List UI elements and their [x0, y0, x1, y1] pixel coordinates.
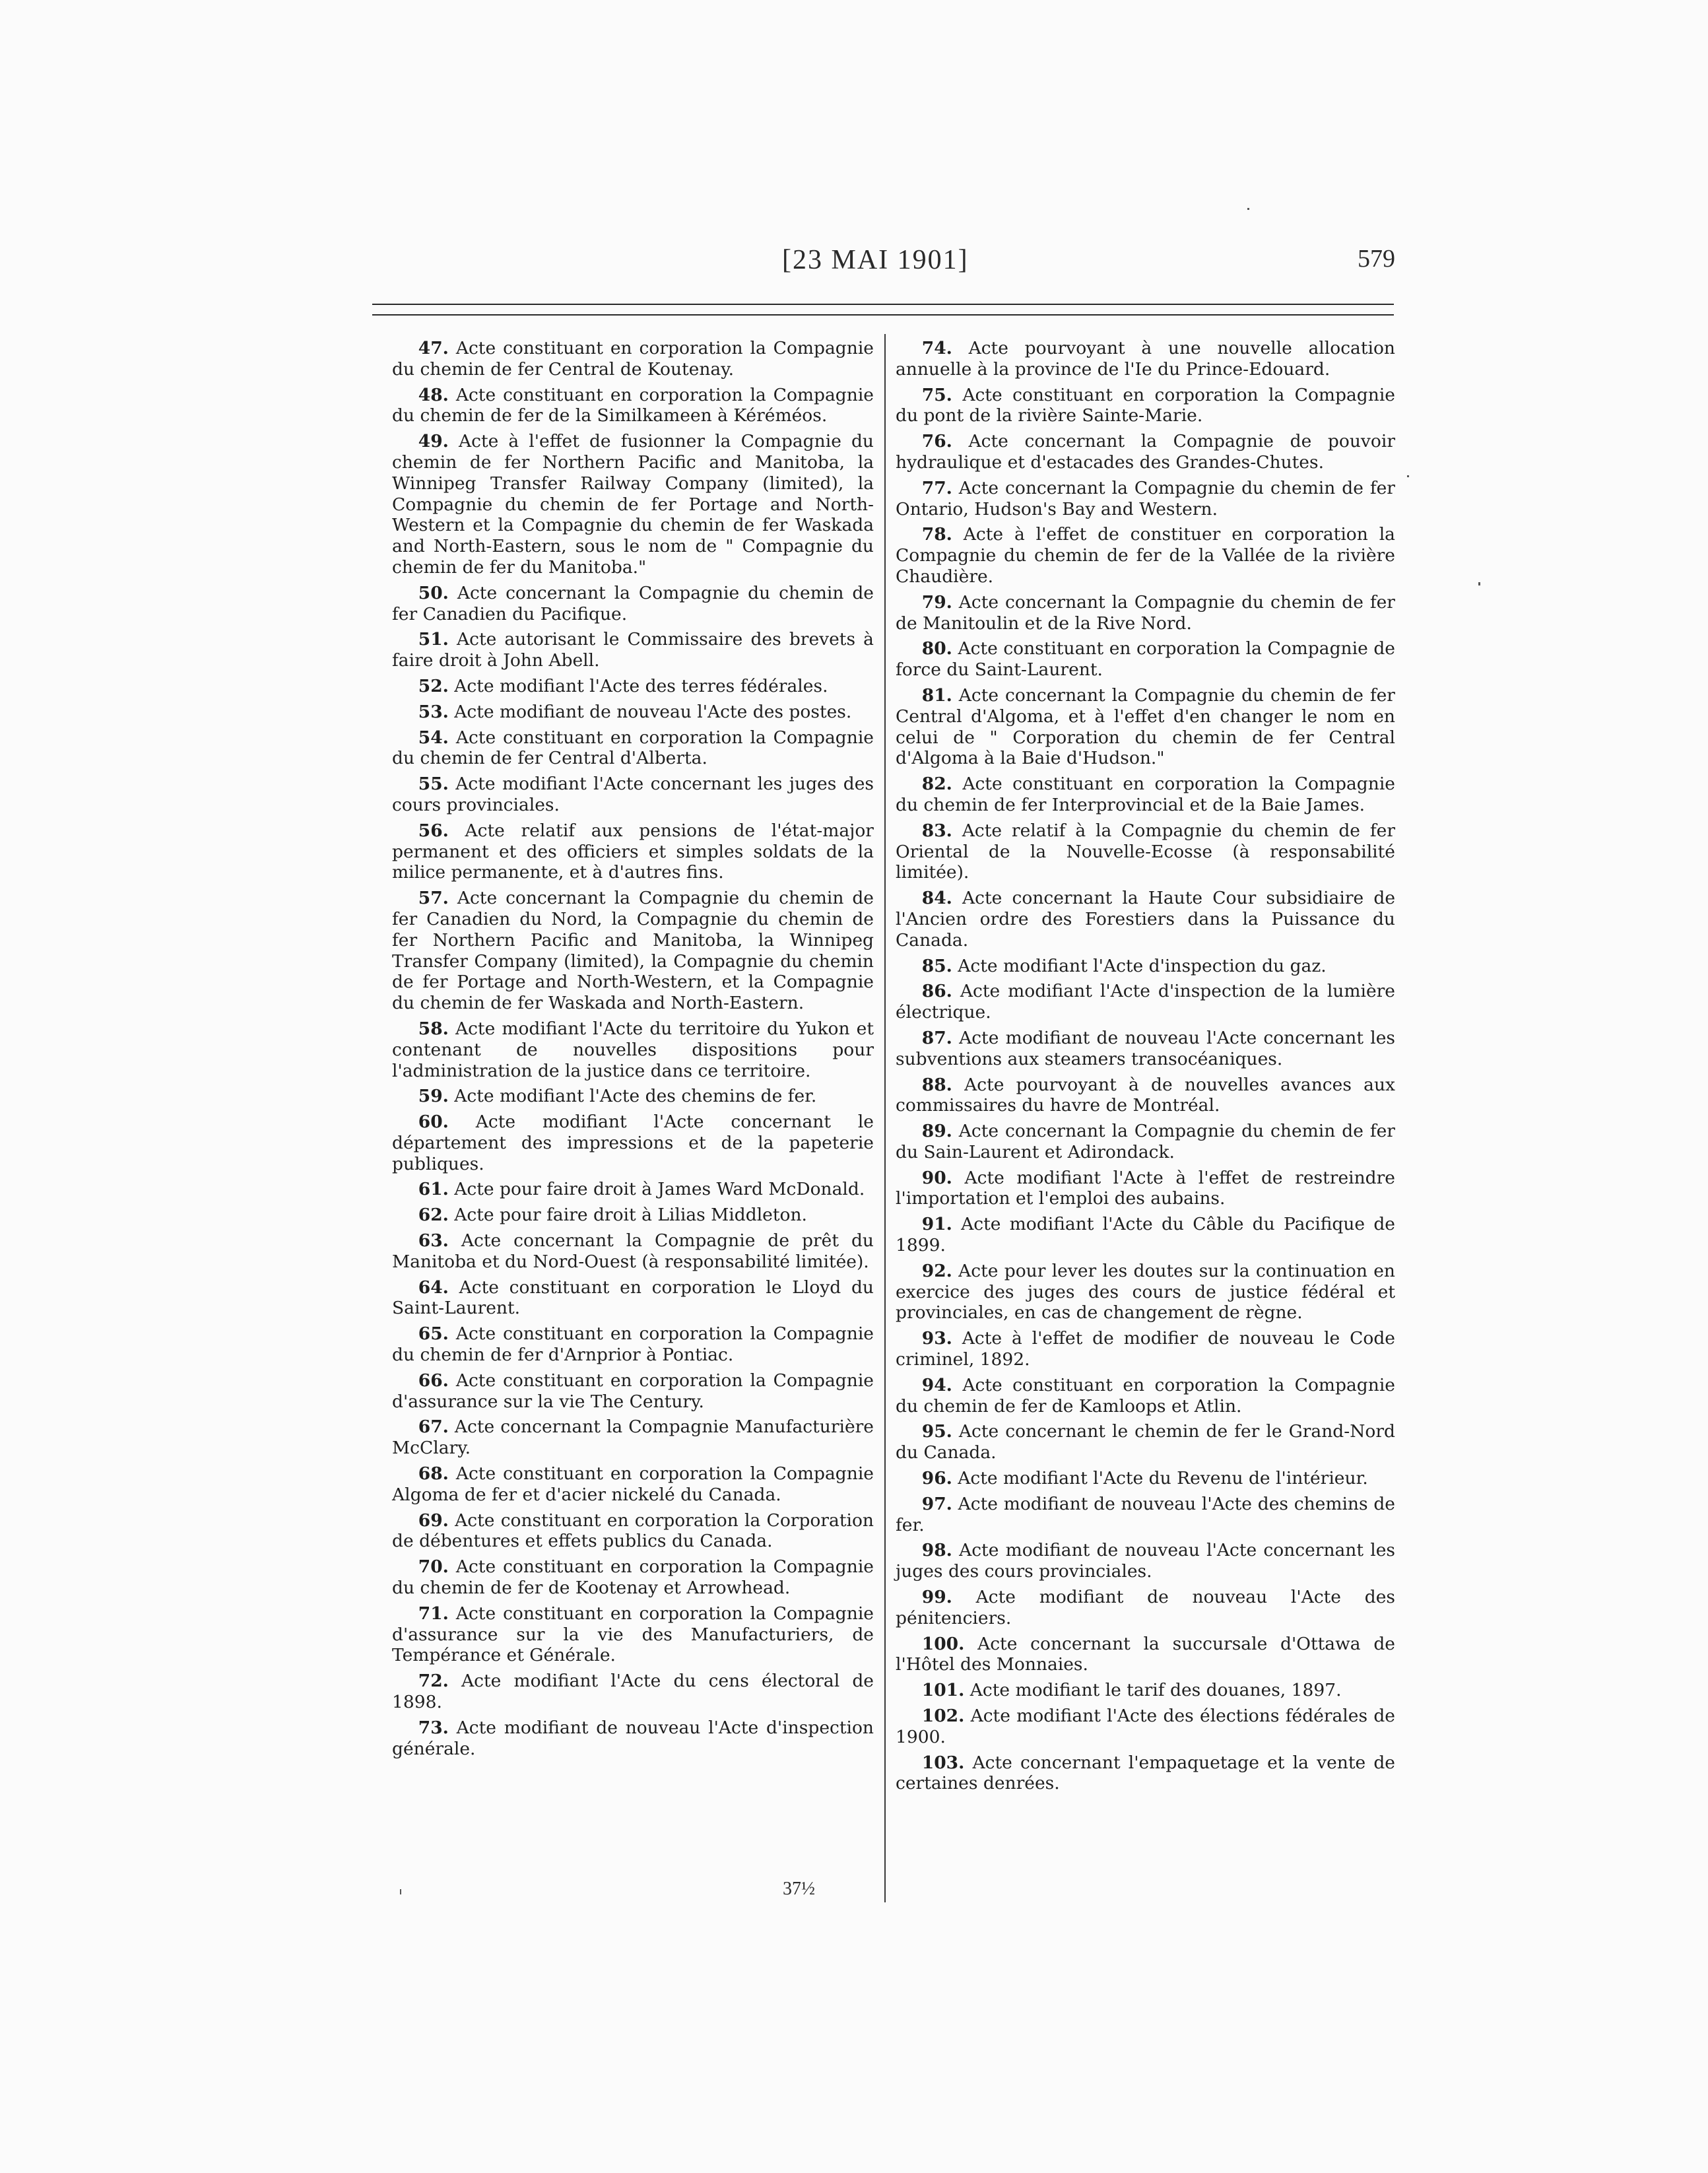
- act-entry: [392, 338, 874, 380]
- act-number: 80.: [921, 638, 952, 659]
- act-title: Acte concernant la Compagnie du chemin de fer Canadien du Pacifique.: [392, 582, 874, 624]
- act-number: 89.: [921, 1121, 952, 1142]
- act-entry: [392, 583, 874, 625]
- act-title: Acte concernant la Compagnie du chemin de fer Canadien du Nord, la Compagnie du chemin de fer Northern Pacific and Manitoba, la Winnipeg Transfer Company (limited), la Compagnie du chemin de fer Portage and North-Western, et la Compagnie du chemin de fer Waskada and North-Eastern.: [392, 888, 874, 1014]
- act-entry: [392, 1603, 874, 1666]
- speck: [400, 1889, 401, 1894]
- act-entry: [896, 981, 1395, 1023]
- act-number: 91.: [921, 1214, 952, 1235]
- act-entry: [392, 1230, 874, 1273]
- act-number: 85.: [921, 955, 952, 976]
- act-number: 73.: [418, 1717, 449, 1738]
- act-number: 68.: [418, 1463, 449, 1485]
- act-title: Acte pour faire droit à Lilias Middleton.: [454, 1205, 807, 1226]
- act-entry: [392, 727, 874, 770]
- act-title: Acte modifiant de nouveau l'Acte d'inspection générale.: [392, 1717, 874, 1759]
- act-number: 77.: [921, 477, 952, 498]
- act-number: 79.: [921, 591, 952, 613]
- act-title: Acte constituant en corporation la Compagnie d'assurance sur la vie The Century.: [392, 1370, 874, 1412]
- act-title: Acte constituant en corporation la Compagnie du chemin de fer de Kamloops et Atlin.: [896, 1374, 1395, 1417]
- right-column: [896, 338, 1395, 1799]
- column-divider: [884, 334, 886, 1902]
- act-title: Acte concernant la Compagnie du chemin de fer Central d'Algoma, et à l'effet d'en changer le nom en celui de " Corporation du chemin de fer Central d'Algoma à la Baie d'Hudson.": [896, 685, 1395, 769]
- act-number: 81.: [921, 685, 952, 706]
- act-number: 92.: [921, 1260, 952, 1281]
- act-entry: [392, 1370, 874, 1413]
- act-number: 95.: [921, 1421, 952, 1442]
- act-entry: [896, 1328, 1395, 1370]
- act-entry: [392, 629, 874, 671]
- act-number: 86.: [921, 981, 952, 1002]
- act-number: 62.: [418, 1205, 449, 1226]
- act-title: Acte concernant la succursale d'Ottawa de l'Hôtel des Monnaies.: [896, 1633, 1395, 1675]
- act-title: Acte relatif à la Compagnie du chemin de fer Oriental de la Nouvelle-Ecosse (à responsabilité limitée).: [896, 820, 1395, 883]
- act-title: Acte modifiant de nouveau l'Acte des postes.: [454, 701, 852, 722]
- act-number: 54.: [418, 727, 449, 748]
- act-title: Acte concernant la Compagnie du chemin de fer du Sain-Laurent et Adirondack.: [896, 1121, 1395, 1162]
- act-entry: [392, 1671, 874, 1713]
- act-title: Acte modifiant l'Acte du territoire du Yukon et contenant de nouvelles dispositions pour l'administration de la justice dans ce territoire.: [392, 1018, 874, 1081]
- act-entry: [392, 820, 874, 883]
- left-column: [392, 338, 874, 1764]
- act-title: Acte modifiant de nouveau l'Acte concernant les juges des cours provinciales.: [896, 1540, 1395, 1582]
- act-title: Acte à l'effet de fusionner la Compagnie du chemin de fer Northern Pacific and Manitoba, la Winnipeg Transfer Railway Company (limited), la Compagnie du chemin de fer Portage and North-Western et la Compagnie du chemin de fer Waskada and North-Eastern, sous le nom de " Compagnie du chemin de fer du Manitoba.": [392, 431, 874, 578]
- act-number: 51.: [418, 629, 449, 650]
- act-entry: [392, 702, 874, 723]
- act-number: 61.: [418, 1179, 449, 1200]
- act-entry: [392, 1112, 874, 1174]
- act-entry: [392, 1718, 874, 1760]
- act-number: 90.: [921, 1167, 952, 1188]
- act-title: Acte concernant la Compagnie du chemin de fer de Manitoulin et de la Rive Nord.: [896, 591, 1395, 634]
- act-number: 56.: [418, 820, 449, 841]
- act-number: 94.: [921, 1374, 952, 1395]
- act-number: 100.: [921, 1633, 965, 1654]
- act-title: Acte constituant en corporation la Compagnie du chemin de fer de Kootenay et Arrowhead.: [392, 1556, 874, 1599]
- act-number: 52.: [418, 675, 449, 696]
- act-number: 70.: [418, 1556, 449, 1578]
- act-title: Acte modifiant l'Acte du cens électoral de 1898.: [392, 1671, 874, 1713]
- act-number: 82.: [921, 774, 952, 795]
- act-title: Acte concernant l'empaquetage et la vente de certaines denrées.: [896, 1752, 1395, 1794]
- act-entry: [896, 1421, 1395, 1463]
- act-title: Acte constituant en corporation la Compagnie du chemin de fer Central de Koutenay.: [392, 338, 874, 380]
- act-number: 83.: [921, 820, 952, 841]
- act-number: 84.: [921, 888, 952, 909]
- act-title: Acte modifiant le tarif des douanes, 1897.: [969, 1680, 1342, 1701]
- act-number: 48.: [418, 384, 449, 405]
- act-number: 65.: [418, 1323, 449, 1345]
- act-number: 67.: [418, 1417, 449, 1438]
- signature-mark: 37½: [783, 1879, 815, 1899]
- act-title: Acte à l'effet de constituer en corporation la Compagnie du chemin de fer de la Vallée de la rivière Chaudière.: [896, 524, 1395, 587]
- act-title: Acte constituant en corporation la Corporation de débentures et effets publics du Canada.: [392, 1510, 874, 1552]
- act-number: 47.: [418, 338, 449, 358]
- act-title: Acte à l'effet de modifier de nouveau le Code criminel, 1892.: [896, 1328, 1395, 1370]
- act-entry: [896, 774, 1395, 816]
- act-entry: [392, 1086, 874, 1107]
- act-entry: [896, 592, 1395, 634]
- act-entry: [896, 431, 1395, 473]
- act-title: Acte pourvoyant à de nouvelles avances aux commissaires du havre de Montréal.: [896, 1074, 1395, 1116]
- act-title: Acte autorisant le Commissaire des brevets à faire droit à John Abell.: [392, 629, 874, 671]
- act-title: Acte constituant en corporation la Compagnie du pont de la rivière Sainte-Marie.: [896, 384, 1395, 426]
- act-number: 64.: [418, 1277, 449, 1298]
- act-entry: [896, 524, 1395, 587]
- act-entry: [896, 1587, 1395, 1629]
- act-title: Acte constituant en corporation la Compagnie de force du Saint-Laurent.: [896, 638, 1395, 681]
- act-number: 88.: [921, 1074, 952, 1095]
- act-entry: [392, 1179, 874, 1200]
- act-entry: [392, 676, 874, 697]
- act-title: Acte modifiant l'Acte concernant le département des impressions et de la papeterie publiques.: [392, 1112, 874, 1174]
- act-title: Acte modifiant l'Acte d'inspection de la lumière électrique.: [896, 981, 1395, 1023]
- act-title: Acte pour lever les doutes sur la continuation en exercice des juges des cours de justice fédéral et provinciales, en cas de changement de règne.: [896, 1260, 1395, 1323]
- act-entry: [896, 1028, 1395, 1070]
- act-title: Acte concernant le chemin de fer le Grand-Nord du Canada.: [896, 1421, 1395, 1463]
- act-entry: [392, 1510, 874, 1553]
- act-entry: [896, 1214, 1395, 1256]
- act-title: Acte pourvoyant à une nouvelle allocation annuelle à la province de l'Ie du Prince-Edouard.: [896, 338, 1395, 380]
- act-title: Acte constituant en corporation le Lloyd du Saint-Laurent.: [392, 1277, 874, 1319]
- act-entry: [896, 1261, 1395, 1323]
- act-title: Acte concernant la Compagnie du chemin de fer Ontario, Hudson's Bay and Western.: [896, 477, 1395, 519]
- header-rule-bottom: [372, 314, 1394, 316]
- page-number: 579: [1358, 245, 1395, 273]
- act-number: 58.: [418, 1018, 449, 1039]
- act-entry: [896, 1468, 1395, 1489]
- act-entry: [392, 1277, 874, 1320]
- act-title: Acte modifiant de nouveau l'Acte concernant les subventions aux steamers transocéaniques.: [896, 1027, 1395, 1069]
- act-title: Acte modifiant l'Acte du Revenu de l'intérieur.: [958, 1468, 1368, 1489]
- act-title: Acte concernant la Haute Cour subsidiaire de l'Ancien ordre des Forestiers dans la Puissance du Canada.: [896, 888, 1395, 951]
- act-title: Acte constituant en corporation la Compagnie du chemin de fer Central d'Alberta.: [392, 727, 874, 769]
- act-entry: [896, 478, 1395, 520]
- act-title: Acte relatif aux pensions de l'état-major permanent et des officiers et simples soldats de la milice permanente, et à d'autres fins.: [392, 820, 874, 883]
- act-title: Acte modifiant l'Acte du Câble du Pacifique de 1899.: [896, 1214, 1395, 1256]
- act-entry: [896, 385, 1395, 427]
- act-entry: [896, 338, 1395, 380]
- act-entry: [896, 1121, 1395, 1163]
- act-number: 72.: [418, 1671, 449, 1692]
- act-entry: [392, 774, 874, 816]
- act-number: 97.: [921, 1493, 952, 1514]
- act-number: 102.: [921, 1706, 965, 1727]
- act-number: 71.: [418, 1603, 449, 1624]
- act-number: 75.: [921, 384, 952, 405]
- act-title: Acte modifiant de nouveau l'Acte des pénitenciers.: [896, 1587, 1395, 1628]
- act-title: Acte modifiant l'Acte des terres fédérales.: [454, 675, 828, 696]
- page-header: [370, 244, 1395, 284]
- act-number: 66.: [418, 1370, 449, 1391]
- act-entry: [896, 1075, 1395, 1117]
- act-entry: [392, 1019, 874, 1081]
- act-title: Acte modifiant l'Acte des élections fédérales de 1900.: [896, 1706, 1395, 1747]
- act-entry: [896, 1634, 1395, 1676]
- act-number: 55.: [418, 774, 449, 795]
- act-number: 99.: [921, 1587, 952, 1608]
- act-entry: [392, 1417, 874, 1459]
- act-title: Acte modifiant l'Acte à l'effet de restreindre l'importation et l'emploi des aubains.: [896, 1167, 1395, 1209]
- act-entry: [896, 1168, 1395, 1210]
- act-entry: [392, 888, 874, 1014]
- act-number: 103.: [921, 1752, 965, 1773]
- act-number: 59.: [418, 1086, 449, 1107]
- act-entry: [392, 1205, 874, 1226]
- act-title: Acte constituant en corporation la Compagnie Algoma de fer et d'acier nickelé du Canada.: [392, 1463, 874, 1505]
- speck: [1407, 475, 1409, 477]
- act-entry: [896, 638, 1395, 681]
- speck: [1478, 582, 1480, 585]
- act-number: 96.: [921, 1468, 952, 1489]
- act-title: Acte constituant en corporation la Compagnie du chemin de fer Interprovincial et de la Baie James.: [896, 774, 1395, 815]
- act-title: Acte constituant en corporation la Compagnie du chemin de fer de la Similkameen à Kéréméos.: [392, 384, 874, 426]
- act-title: Acte constituant en corporation la Compagnie du chemin de fer d'Arnprior à Pontiac.: [392, 1323, 874, 1366]
- act-entry: [896, 685, 1395, 769]
- act-number: 74.: [921, 338, 952, 358]
- act-entry: [392, 1463, 874, 1506]
- act-entry: [896, 1375, 1395, 1417]
- act-number: 57.: [418, 888, 449, 909]
- act-entry: [392, 1556, 874, 1599]
- act-entry: [896, 820, 1395, 883]
- act-number: 69.: [418, 1510, 449, 1531]
- act-number: 63.: [418, 1230, 449, 1252]
- act-entry: [392, 1323, 874, 1366]
- act-number: 87.: [921, 1027, 952, 1048]
- act-number: 93.: [921, 1328, 952, 1349]
- act-title: Acte concernant la Compagnie de pouvoir hydraulique et d'estacades des Grandes-Chutes.: [896, 431, 1395, 473]
- act-title: Acte modifiant l'Acte des chemins de fer.: [454, 1086, 817, 1107]
- act-number: 101.: [921, 1680, 965, 1701]
- act-entry: [896, 1706, 1395, 1748]
- speck: [1247, 208, 1249, 210]
- act-title: Acte constituant en corporation la Compagnie d'assurance sur la vie des Manufacturiers, de Tempérance et Générale.: [392, 1603, 874, 1666]
- act-entry: [896, 888, 1395, 951]
- header-rule-top: [372, 304, 1394, 305]
- act-title: Acte concernant la Compagnie de prêt du Manitoba et du Nord-Ouest (à responsabilité limitée).: [392, 1230, 874, 1272]
- act-title: Acte modifiant l'Acte concernant les juges des cours provinciales.: [392, 774, 874, 815]
- act-number: 78.: [921, 524, 952, 545]
- act-title: Acte pour faire droit à James Ward McDonald.: [454, 1179, 865, 1200]
- header-date: [23 MAI 1901]: [782, 245, 969, 275]
- act-entry: [896, 1753, 1395, 1795]
- act-entry: [896, 1540, 1395, 1582]
- act-title: Acte concernant la Compagnie Manufacturière McClary.: [392, 1417, 874, 1459]
- act-entry: [392, 431, 874, 578]
- act-entry: [896, 956, 1395, 977]
- act-entry: [392, 385, 874, 427]
- act-number: 60.: [418, 1112, 449, 1133]
- act-number: 76.: [921, 431, 952, 452]
- act-entry: [896, 1494, 1395, 1536]
- act-entry: [896, 1680, 1395, 1701]
- act-title: Acte modifiant de nouveau l'Acte des chemins de fer.: [896, 1493, 1395, 1535]
- act-number: 50.: [418, 582, 449, 603]
- act-number: 49.: [418, 431, 449, 452]
- act-title: Acte modifiant l'Acte d'inspection du gaz.: [958, 955, 1327, 976]
- act-number: 98.: [921, 1540, 952, 1561]
- act-number: 53.: [418, 701, 449, 722]
